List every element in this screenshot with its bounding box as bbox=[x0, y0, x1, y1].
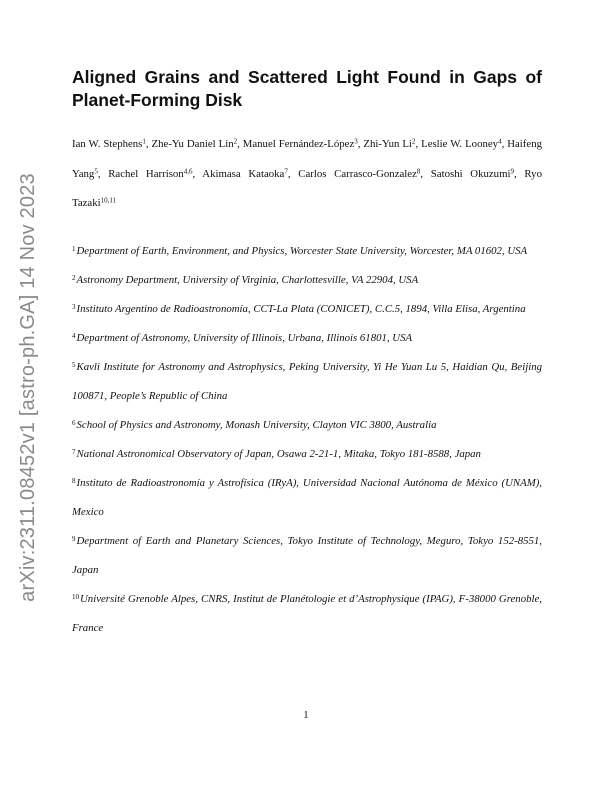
author: Carlos Carrasco-Gonzalez$^8$ bbox=[298, 167, 421, 180]
affiliation-number: 7 bbox=[72, 447, 76, 456]
affiliation-list bbox=[72, 237, 542, 643]
affiliation-number: 6 bbox=[72, 418, 76, 427]
author-affiliation-mark: 4 bbox=[498, 137, 502, 146]
author-affiliation-mark: 8 bbox=[416, 167, 421, 175]
author-affiliation-mark: 10,11 bbox=[100, 196, 117, 205]
affiliation-number: 10 bbox=[72, 592, 79, 601]
affiliation: $^{10}$Université Grenoble Alpes, CNRS, Institut de Planétologie et d’Astrophysique (IPAG), F-38000 Grenoble, France bbox=[72, 592, 542, 634]
affiliation-number: 8 bbox=[72, 476, 76, 485]
author-affiliation-mark: 2 bbox=[233, 137, 238, 146]
paper-title: Aligned Grains and Scattered Light Found in Gaps of Planet-Forming Disk bbox=[72, 67, 542, 110]
author: Rachel Harrison$^{4,6}$ bbox=[108, 167, 193, 180]
author: Ian W. Stephens$^1$ bbox=[72, 137, 146, 150]
affiliation-number: 9 bbox=[72, 534, 76, 543]
author-list: Ian W. Stephens$^1$, Zhe-Yu Daniel Lin$^2$, Manuel Fernández-López$^3$, Zhi-Yun Li$^2$, Leslie W. Looney$^4$, Haifeng Yang$^5$, Rachel Harrison$^{4,6}$, Akimasa Kataoka$^7$, Carlos Carrasco-Gonzalez$^8$, Satoshi Okuzumi$^9$, Ryo Tazaki$^{10,11}$ bbox=[72, 137, 542, 209]
affiliation: $^6$School of Physics and Astronomy, Monash University, Clayton VIC 3800, Australia bbox=[72, 418, 437, 431]
author: Zhe-Yu Daniel Lin$^2$ bbox=[151, 137, 238, 150]
affiliation: $^2$Astronomy Department, University of Virginia, Charlottesville, VA 22904, USA bbox=[72, 273, 419, 286]
author: Leslie W. Looney$^4$ bbox=[421, 137, 502, 150]
arxiv-identifier-text: arXiv:2311.08452v1 [astro-ph.GA] 14 Nov 2023 bbox=[16, 173, 39, 602]
affiliation-number: 2 bbox=[72, 273, 76, 282]
author-affiliation-mark: 5 bbox=[94, 167, 98, 175]
author-affiliation-mark: 4,6 bbox=[183, 167, 193, 175]
author: Zhi-Yun Li$^2$ bbox=[363, 137, 416, 150]
affiliation: $^8$Instituto de Radioastronomía y Astrofísica (IRyA), Universidad Nacional Autónoma de México (UNAM), Mexico bbox=[72, 476, 542, 518]
page-number: 1 bbox=[303, 709, 309, 721]
author: Haifeng Yang$^5$ bbox=[72, 138, 542, 180]
affiliation-number: 1 bbox=[72, 244, 76, 253]
author-affiliation-mark: 1 bbox=[142, 137, 146, 146]
affiliation: $^1$Department of Earth, Environment, and Physics, Worcester State University, Worcester, MA 01602, USA bbox=[72, 244, 528, 257]
affiliation: $^9$Department of Earth and Planetary Sciences, Tokyo Institute of Technology, Meguro, Tokyo 152-8551, Japan bbox=[72, 534, 542, 576]
author-affiliation-mark: 2 bbox=[411, 137, 416, 146]
affiliation: $^7$National Astronomical Observatory of Japan, Osawa 2-21-1, Mitaka, Tokyo 181-8588, Japan bbox=[72, 447, 481, 460]
affiliation-number: 4 bbox=[72, 331, 76, 340]
affiliation: $^3$Instituto Argentino de Radioastronomía, CCT-La Plata (CONICET), C.C.5, 1894, Villa Elisa, Argentina bbox=[72, 302, 526, 315]
affiliation: $^4$Department of Astronomy, University of Illinois, Urbana, Illinois 61801, USA bbox=[72, 331, 413, 344]
affiliation-number: 5 bbox=[72, 360, 76, 369]
author-affiliation-mark: 7 bbox=[284, 167, 288, 175]
author: Akimasa Kataoka$^7$ bbox=[202, 167, 288, 180]
author: Satoshi Okuzumi$^9$ bbox=[430, 167, 514, 180]
author-affiliation-mark: 3 bbox=[354, 137, 358, 146]
author: Ryo Tazaki$^{10,11}$ bbox=[72, 167, 542, 209]
affiliation: $^5$Kavli Institute for Astronomy and Astrophysics, Peking University, Yi He Yuan Lu 5, Haidian Qu, Beijing 100871, People’s Republic of China bbox=[72, 360, 542, 402]
affiliation-number: 3 bbox=[72, 302, 76, 311]
arxiv-identifier-stamp bbox=[8, 173, 48, 602]
author-affiliation-mark: 9 bbox=[510, 167, 514, 175]
author: Manuel Fernández-López$^3$ bbox=[242, 137, 358, 150]
